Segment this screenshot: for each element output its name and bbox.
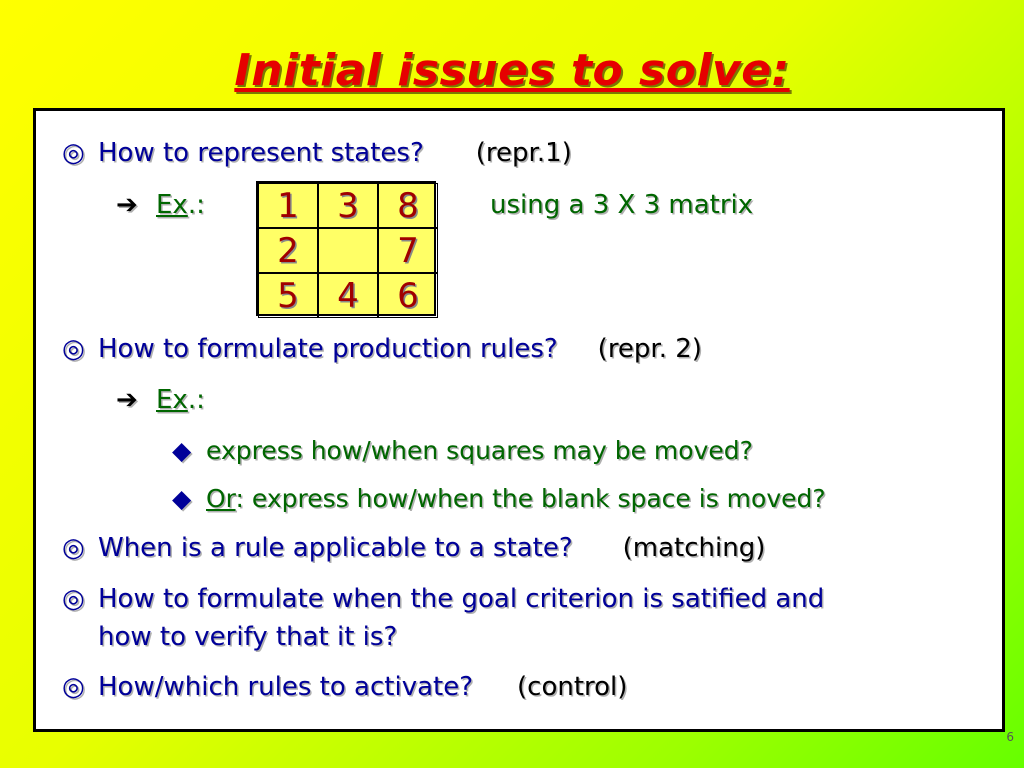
- puzzle-matrix: [256, 181, 436, 316]
- bullet-item-goal-criterion: [62, 584, 824, 614]
- matrix-cell: 7: [378, 228, 438, 273]
- slide-title: Initial issues to solve:: [234, 45, 790, 96]
- matrix-cell: 4: [318, 273, 378, 318]
- target-bullet-icon: ◎: [62, 334, 85, 364]
- matrix-cell: 2: [258, 228, 318, 273]
- example-ex: Ex: [156, 190, 188, 220]
- example-ex: Ex: [156, 385, 188, 415]
- bullet-text: How/which rules to activate?: [98, 672, 474, 702]
- bullet-note: (matching): [622, 533, 766, 563]
- bullet-item-represent-states: [62, 138, 572, 168]
- right-arrow-icon: ➔: [116, 190, 138, 220]
- target-bullet-icon: ◎: [62, 584, 85, 614]
- target-bullet-icon: ◎: [62, 533, 85, 563]
- bullet-text: How to formulate production rules?: [98, 334, 558, 364]
- bullet-item-production-rules: [62, 334, 702, 364]
- right-arrow-icon: ➔: [116, 385, 138, 415]
- sub-bullet-squares: [172, 436, 753, 465]
- example-label: [116, 190, 205, 220]
- matrix-cell: 6: [378, 273, 438, 318]
- sub-bullet-or: Or: [206, 484, 236, 513]
- example-suffix: .:: [187, 190, 205, 220]
- bullet-text: How to formulate when the goal criterion is satified and: [98, 584, 825, 614]
- matrix-cell-blank: [318, 228, 378, 273]
- bullet-item-activate-rules: [62, 672, 627, 702]
- bullet-note: (control): [517, 672, 628, 702]
- bullet-item-rule-applicable: [62, 533, 765, 563]
- matrix-cell: 8: [378, 183, 438, 228]
- example-suffix: .:: [187, 385, 205, 415]
- matrix-cell: 3: [318, 183, 378, 228]
- sub-bullet-blank-space: [172, 484, 826, 513]
- matrix-description: using a 3 X 3 matrix: [490, 190, 754, 220]
- bullet-text: When is a rule applicable to a state?: [98, 533, 573, 563]
- bullet-item-goal-criterion-continued: how to verify that it is?: [98, 622, 398, 652]
- matrix-cell: 1: [258, 183, 318, 228]
- page-number: 6: [1006, 730, 1014, 744]
- matrix-cell: 5: [258, 273, 318, 318]
- sub-bullet-text: express how/when squares may be moved?: [206, 436, 753, 465]
- bullet-text: How to represent states?: [98, 138, 424, 168]
- target-bullet-icon: ◎: [62, 672, 85, 702]
- sub-bullet-text: : express how/when the blank space is moved?: [235, 484, 826, 513]
- diamond-bullet-icon: ◆: [172, 484, 192, 513]
- diamond-bullet-icon: ◆: [172, 436, 192, 465]
- target-bullet-icon: ◎: [62, 138, 85, 168]
- example-label: [116, 385, 205, 415]
- bullet-note: (repr. 2): [597, 334, 702, 364]
- bullet-note: (repr.1): [475, 138, 572, 168]
